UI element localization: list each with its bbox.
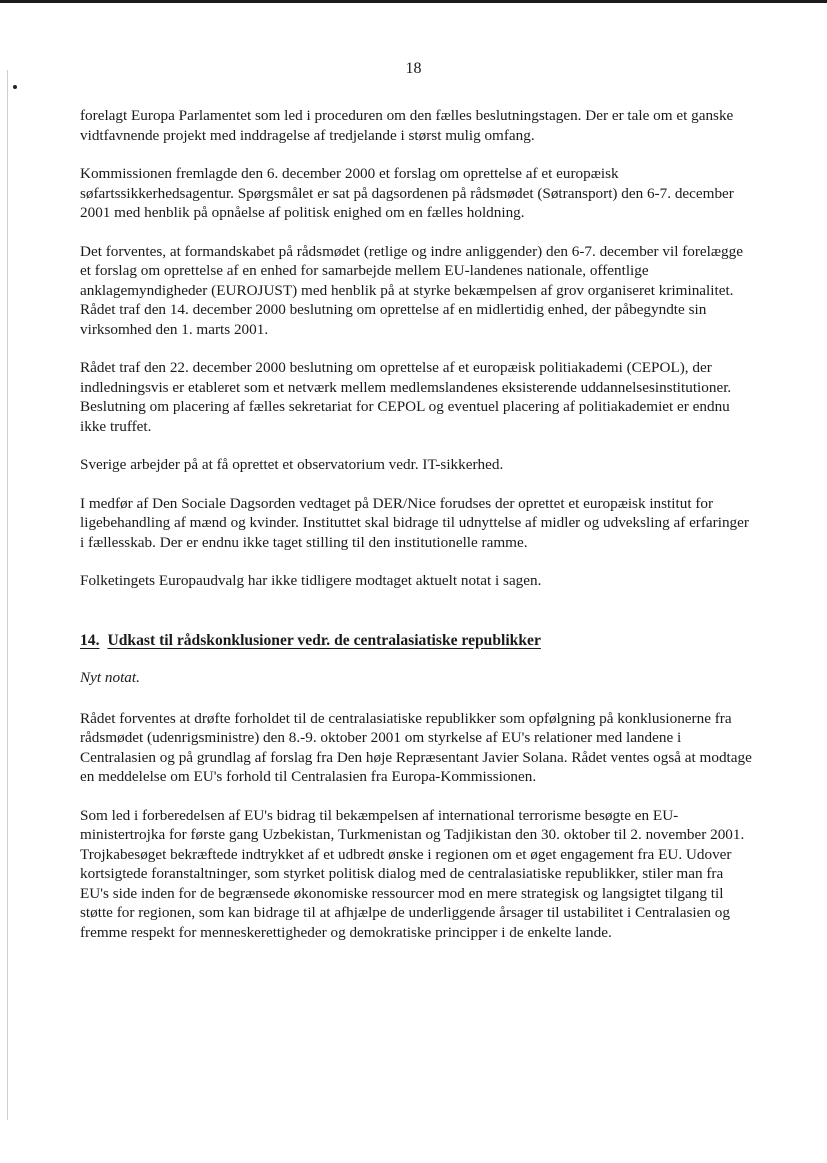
section-number: 14.	[80, 631, 100, 649]
section-title: Udkast til rådskonklusioner vedr. de centralasiatiske republikker	[107, 631, 541, 649]
page-number: 18	[405, 60, 422, 77]
paragraph-eu-parliament: forelagt Europa Parlamentet som led i proceduren om den fælles beslutningstagen. Der er tale om et ganske vidtfavnende projekt med inddragelse af tredjelande i størst mulig omfang.	[80, 107, 734, 144]
scan-edge-left	[7, 70, 8, 1120]
scan-edge-top	[0, 0, 827, 3]
paragraph-eurojust: Det forventes, at formandskabet på rådsmødet (retlige og indre anliggender) den 6-7. december vil forelægge et forslag om oprettelse af en enhed for samarbejde mellem EU-landenes nationale, offentlige anklagemyndigheder (EUROJUST) med henblik på at styrke bekæmpelsen af grov organiseret kriminalitet. Rådet traf den 14. december 2000 beslutning om oprettelse af en midlertidig enhed, der påbegyndte sin virksomhed den 1. marts 2001.	[80, 242, 743, 338]
paragraph-central-asia-troika: Som led i forberedelsen af EU's bidrag til bekæmpelsen af international terrorisme besøgte en EU-ministertrojka for første gang Uzbekistan, Turkmenistan og Tadjikistan den 30. oktober til 2. november 2001. Trojkabesøget bekræftede indtrykket af et udbredt ønske i regionen om et øget engagement fra EU. Udover kortsigtede foranstaltninger, som styrket politisk dialog med de centralasiatiske republikker, stiler man fra EU's side inden for de begrænsede økonomiske ressourcer mod en mere strategisk og langsigtet tilgang til støtte for regionen, som kan bidrage til at afhjælpe de underliggende årsager til ustabilitet i Centralasien og fremme respekt for menneskerettigheder og demokratiske principper i de enkelte lande.	[80, 806, 745, 941]
paragraph-central-asia-council: Rådet forventes at drøfte forholdet til de centralasiatiske republikker som opfølgning på konklusionerne fra rådsmødet (udenrigsministre) den 8.-9. oktober 2001 om styrkelse af EU's relationer med landene i Centralasien og på grundlag af forslag fra Den høje Repræsentant Javier Solana. Rådet ventes også at modtage en meddelelse om EU's forhold til Centralasien fra Europa-Kommissionen.	[80, 709, 752, 785]
section-note: Nyt notat.	[80, 669, 140, 686]
paragraph-europaudvalg: Folketingets Europaudvalg har ikke tidligere modtaget aktuelt notat i sagen.	[80, 572, 542, 589]
section-heading	[80, 631, 752, 651]
document-body	[80, 106, 752, 961]
paragraph-maritime-safety-agency: Kommissionen fremlagde den 6. december 2000 et forslag om oprettelse af et europæisk søfartssikkerhedsagentur. Spørgsmålet er sat på dagsordenen på rådsmødet (Søtransport) den 6-7. december 2001 med henblik på opnåelse af politisk enighed om en fælles holdning.	[80, 165, 734, 221]
scan-artifact-dot	[13, 85, 17, 89]
paragraph-cepol: Rådet traf den 22. december 2000 beslutning om oprettelse af et europæisk politiakademi (CEPOL), der indledningsvis er etableret som et netværk mellem medlemslandenes eksisterende uddannelsesinstitutioner. Beslutning om placering af fælles sekretariat for CEPOL og eventuel placering af politiakademiet er endnu ikke truffet.	[80, 359, 732, 435]
paragraph-equality-institute: I medfør af Den Sociale Dagsorden vedtaget på DER/Nice forudses der oprettet et europæisk institut for ligebehandling af mænd og kvinder. Instituttet skal bidrage til udnyttelse af midler og udveksling af erfaringer i fællesskab. Der er endnu ikke taget stilling til den institutionelle ramme.	[80, 494, 749, 551]
paragraph-it-security: Sverige arbejder på at få oprettet et observatorium vedr. IT-sikkerhed.	[80, 456, 504, 473]
